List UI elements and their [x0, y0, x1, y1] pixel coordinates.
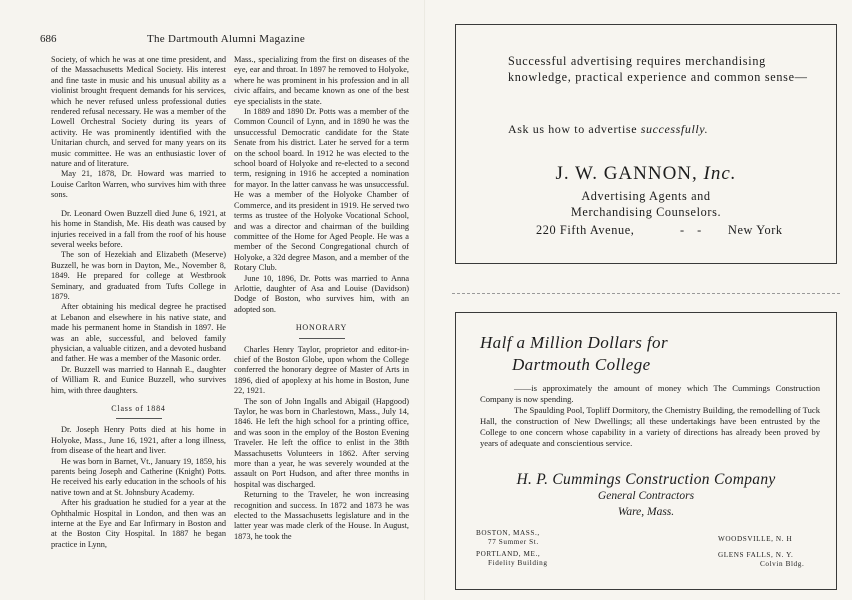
ad-headline-line-2: Dartmouth College [512, 355, 651, 374]
paragraph: Dr. Buzzell was married to Hannah E., daughter of William R. and Eunice Buzzell, who survives him, with three daughters. [51, 364, 226, 395]
company-role-line-1: Advertising Agents and [581, 189, 711, 203]
company-location: Ware, Mass. [617, 506, 675, 518]
paragraph: Mass., specializing from the first on diseases of the eye, ear and throat. In 1897 he removed to Holyoke, where he was prominent in his profession and in all civic affairs, and became known as one of the best eye specialists in the state. [234, 55, 409, 106]
paragraph: Dr. Leonard Owen Buzzell died June 6, 1921, at his home in Standish, Me. His death was caused by injuries received in a fall from the roof of his house several weeks before. [51, 208, 226, 249]
heading-rule [116, 418, 162, 419]
ad-divider [452, 293, 840, 294]
ad-headline-line-1: Half a Million Dollars for [480, 333, 668, 352]
section-heading: HONORARY [295, 323, 348, 333]
ad-paragraph: The Spaulding Pool, Topliff Dormitory, the Chemistry Building, the remodelling of Tuck Hall, the construction of New Dwellings; all these undertakings have been entrusted by the College to one concern whose capability in a variety of directions has already been proved by years of adequate and conscientious service. [480, 405, 820, 448]
paragraph: The son of John Ingalls and Abigail (Hapgood) Taylor, he was born in Charlestown, Mass., July 14, 1846. He left the high school for a printing office, and was soon in the employ of the Boston Evening Traveler. He left the office to enlist in the 38th Massachusetts Volunteers in 1862. After serving more than a year, he was severely wounded at the assault on Port Hudson, and after three months in hospital was discharged. [234, 396, 409, 489]
ask-emphasis: successfully. [640, 122, 709, 136]
paragraph: In 1889 and 1890 Dr. Potts was a member of the Common Council of Lynn, and in 1890 he was the unsuccessful Democratic candidate for the State Senate from his district. Later he served for a term on the school board. In 1912 he was elected to the school board of Holyoke and re-elected to a second term, resigning in 1916 he accepted a nomination for mayor. In the latter canvass he was unsuccessful. He was a member of the Holyoke Chamber of Commerce, and its president in 1919. He served two terms as trustee of the Holyoke Vocational School, and was a director and chairman of the building committee of the Home for Aged People. He was a member of the Second Congregational church of Holyoke, a 32d degree Mason, and a member of the Rotary Club. [234, 107, 409, 273]
office-glens-falls [718, 551, 804, 568]
ad-paragraph: ——is approximately the amount of money which The Cummings Construction Company is now spending. [480, 383, 820, 404]
office-portland [476, 550, 548, 567]
section-heading: Class of 1884 [111, 404, 166, 413]
paragraph: June 10, 1896, Dr. Potts was married to Anna Arlottie, daughter of Asa and Louise (Davidson) Dodge of Boston, who survives him, with an adopted son. [234, 273, 409, 314]
office-city: WOODSVILLE, N. H [718, 535, 793, 543]
paragraph: May 21, 1878, Dr. Howard was married to Louise Carlton Warren, who survives him with three sons. [51, 169, 226, 200]
company-role-line-2: Merchandising Counselors. [570, 205, 722, 219]
running-title: The Dartmouth Alumni Magazine [146, 33, 306, 45]
heading-rule [299, 338, 345, 339]
address-city: New York [728, 223, 783, 237]
gannon-advertisement [455, 24, 837, 264]
paragraph: The son of Hezekiah and Elizabeth (Meserve) Buzzell, he was born in Dayton, Me., November 8, 1849. He prepared for college at Westbrook Seminary, and graduated from Tufts College in 1879. [51, 250, 226, 301]
address-separator: - - [680, 223, 702, 237]
ad-intro-text: Successful advertising requires merchandising knowledge, practical experience and common sense— [508, 54, 808, 84]
office-boston [476, 529, 540, 546]
paragraph: Returning to the Traveler, he won increasing recognition and success. In 1872 and 1873 he was elected to the Massachusetts legislature and in the latter year was made clerk of the House. In August, 1873, he took the [234, 490, 409, 541]
ask-prefix: Ask us how to advertise [508, 122, 641, 136]
ad-body [480, 383, 820, 449]
cummings-advertisement [455, 312, 837, 590]
office-detail: Fidelity Building [488, 558, 548, 567]
company-name [456, 163, 836, 185]
paragraph: Charles Henry Taylor, proprietor and editor-in-chief of the Boston Globe, upon whom the College conferred the honorary degree of Master of Arts in 1896, died of apoplexy at his home in Boston, June 22, 1921. [234, 344, 409, 396]
company-name-main: J. W. GANNON, [555, 163, 704, 184]
text-column-1 [51, 55, 226, 550]
office-woodsville [718, 535, 792, 544]
company-name: H. P. Cummings Construction Company [516, 471, 776, 488]
paragraph: After obtaining his medical degree he practised at Lebanon and elsewhere in his native state, and made his permanent home in Standish in 1897. He was an able, successful, and beloved family physician, a valuable citizen, and a devoted husband and father. He was a member of the Masonic order. [51, 302, 226, 364]
page-header [40, 33, 412, 47]
paragraph: Society, of which he was at one time president, and of the Massachusetts Medical Society. His interest and fine taste in music and his unusual ability as a violinist brought frequent demands for his services, which he never refused unless professional duties rendered refusal necessary. He was a member of the Lowell Orchestral Society during its years of activity. He was prominently identified with the Unitarian church, and served for many years on its music committee. He was an enthusiastic lover of nature and of literature. [51, 55, 226, 169]
office-city: PORTLAND, ME., [476, 550, 541, 558]
office-detail: 77 Summer St. [488, 537, 539, 546]
paragraph: Dr. Joseph Henry Potts died at his home in Holyoke, Mass., June 16, 1921, after a long illness, from disease of the heart and liver. [51, 425, 226, 456]
page-number: 686 [40, 33, 57, 45]
company-tagline: General Contractors [597, 490, 695, 502]
office-city: GLENS FALLS, N. Y. [718, 551, 794, 559]
company-suffix: Inc. [703, 163, 737, 184]
office-city: BOSTON, MASS., [476, 529, 540, 537]
office-detail: Colvin Bldg. [760, 559, 805, 568]
street-address: 220 Fifth Avenue, [536, 223, 635, 237]
ad-call-to-action [508, 122, 708, 137]
paragraph: He was born in Barnet, Vt., January 19, 1859, his parents being Joseph and Catherine (Knight) Potts. He received his early education in the schools of his native town and at St. Johnsbury Academy. [51, 456, 226, 497]
paragraph: After his graduation he studied for a year at the Ophthalmic Hospital in London, and then was an interne at the Eye and Ear Infirmary in Boston and at the Boston City Hospital. In 1887 he began practice in Lynn, [51, 498, 226, 549]
text-column-2 [234, 55, 409, 542]
